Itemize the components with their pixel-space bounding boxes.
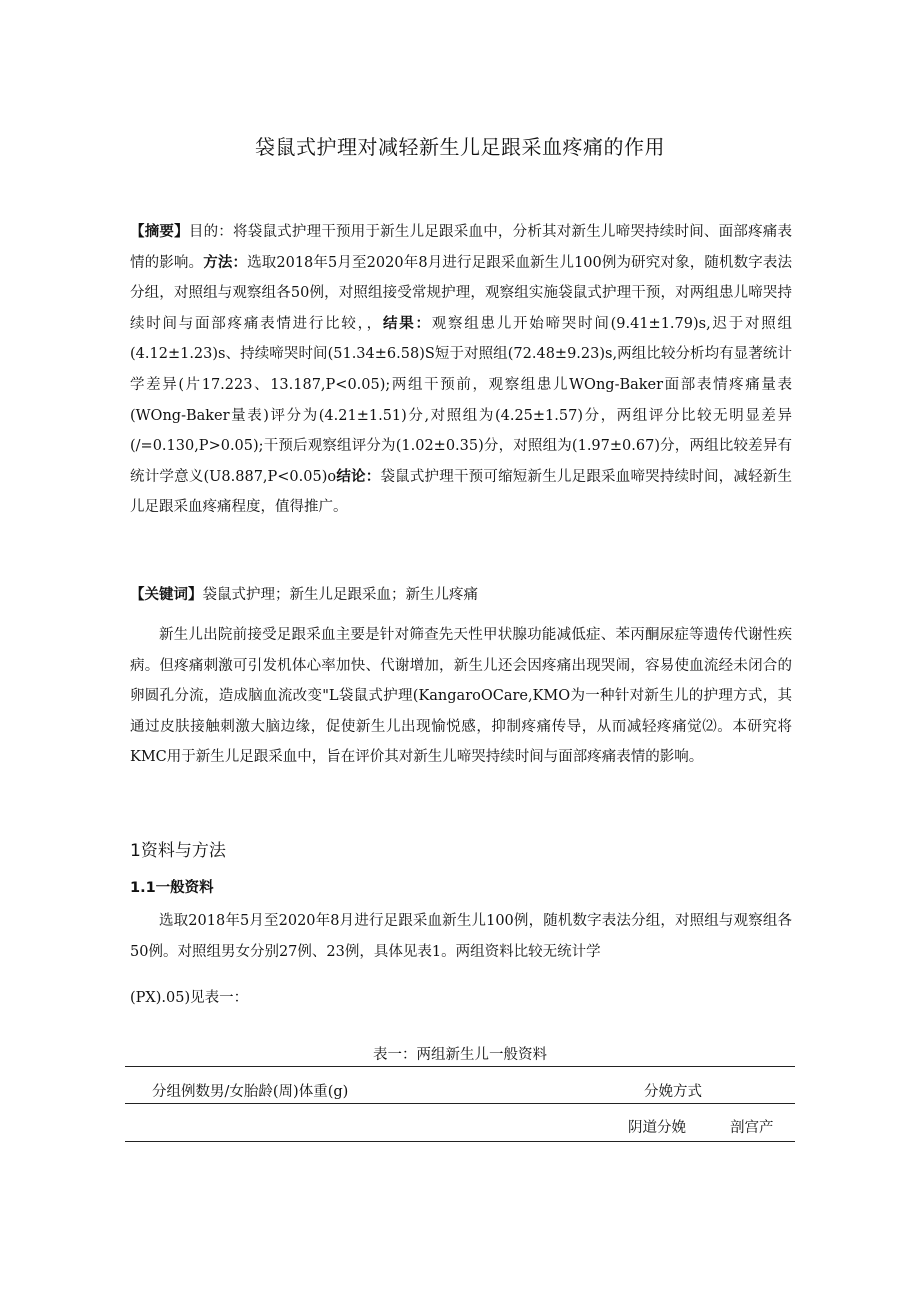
- section-heading-1: 1资料与方法: [130, 841, 226, 861]
- intro-paragraph: 新生儿出院前接受足跟采血主要是针对筛查先天性甲状腺功能减低症、苯丙酮尿症等遗传代谢性疾病。但疼痛刺激可引发机体心率加快、代谢增加，新生儿还会因疼痛出现哭闹，容易使血流经未闭合的卵圆孔分流，造成脑血流改变"L袋鼠式护理(KangaroOCare,KMO为一种针对新生儿的护理方式，其通过皮肤接触刺激大脑边缘，促使新生儿出现愉悦感，抑制疼痛传导，从而减轻疼痛觉⑵。本研究将KMC用于新生儿足跟采血中，旨在评价其对新生儿啼哭持续时间与面部疼痛表情的影响。: [130, 627, 792, 766]
- table-header-left: 分组例数男/女胎龄(周)体重(g): [152, 1084, 349, 1100]
- results-label: 结果：: [382, 315, 432, 332]
- table-reference-line: (PX).05)见表一：: [130, 990, 249, 1006]
- table-subheader-vaginal: 阴道分娩: [628, 1120, 686, 1136]
- keywords-line: [130, 580, 792, 611]
- conclusion-label: 结论：: [336, 468, 381, 485]
- table-subheader-cesarean: 剖宫产: [730, 1120, 774, 1136]
- abstract-label: 【摘要】: [130, 224, 189, 240]
- abstract-conclusion: 袋鼠式护理干预可缩短新生儿足跟采血啼哭持续时间，减轻新生儿足跟采血疼痛程度，值得推广。: [130, 468, 793, 516]
- page-title: 袋鼠式护理对减轻新生儿足跟采血疼痛的作用: [255, 135, 665, 159]
- keywords-label: 【关键词】: [130, 587, 203, 603]
- abstract-objective: 目的：将袋鼠式护理干预用于新生儿足跟采血中，分析其对新生儿啼哭持续时间、面部疼痛表情的影响。: [130, 224, 793, 271]
- methods-label: 方法：: [203, 254, 248, 271]
- table-top-rule: [125, 1066, 795, 1067]
- table-header-rule: [125, 1103, 795, 1104]
- abstract-methods: 选取2018年5月至2020年8月进行足跟采血新生儿100例为研究对象，随机数字表法分组，对照组与观察组各50例，对照组接受常规护理，观察组实施袋鼠式护理干预，对两组患儿啼哭持续时间与面部疼痛表情进行比较，，: [130, 254, 793, 332]
- table-header-delivery: 分娩方式: [644, 1084, 702, 1100]
- table-subheader-rule: [125, 1141, 795, 1142]
- keywords-text: 袋鼠式护理；新生儿足跟采血；新生儿疼痛: [202, 587, 478, 603]
- abstract-results: 观察组患儿开始啼哭时间(9.41±1.79)s,迟于对照组(4.12±1.23)s、持续啼哭时间(51.34±6.58)S短于对照组(72.48±9.23)s,两组比较分析均有显著统计学差异(片17.223、13.187,P<0.05);两组干预前，观察组患儿WOng-Baker面部表情疼痛量表(WOng-Baker量表)评分为(4.21±1.51)分,对照组为(4.25±1.57)分，两组评分比较无明显差异(/=0.130,P>0.05);干预后观察组评分为(1.02±0.35)分，对照组为(1.97±0.67)分，两组比较差异有统计学意义(U8.887,P<0.05)o: [130, 315, 793, 485]
- table-caption: 表一：两组新生儿一般资料: [373, 1047, 547, 1063]
- section-heading-1-1: 1.1一般资料: [130, 880, 214, 896]
- abstract-paragraph: [130, 217, 792, 523]
- general-data-paragraph: 选取2018年5月至2020年8月进行足跟采血新生儿100例，随机数字表法分组，对照组与观察组各50例。对照组男女分别27例、23例，具体见表1。两组资料比较无统计学: [130, 913, 792, 960]
